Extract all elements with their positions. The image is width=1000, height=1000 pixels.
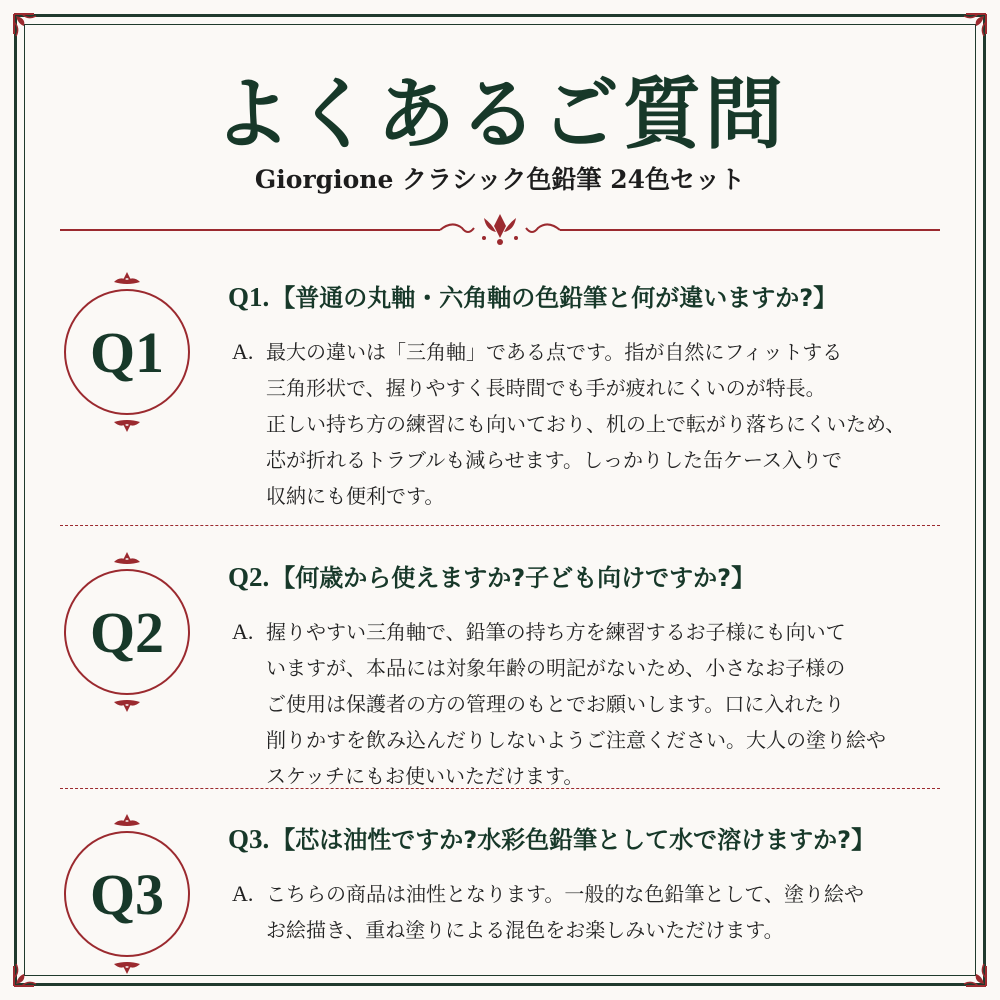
question-label: 【普通の丸軸・六角軸の色鉛筆と何が違いますか?】 [271, 284, 838, 312]
section-divider [60, 525, 940, 526]
answer-line: 芯が折れるトラブルも減らせます。しっかりした缶ケース入りで [266, 448, 842, 472]
answer-line: 正しい持ち方の練習にも向いており、机の上で転がり落ちにくいため、 [266, 412, 906, 436]
page-subtitle: Giorgione クラシック色鉛筆 24色セット [254, 165, 746, 194]
answer-block [232, 876, 864, 948]
question-number: Q3. [228, 824, 270, 854]
corner-ornament-icon [10, 954, 46, 990]
question-badge [62, 548, 192, 718]
section-divider [60, 788, 940, 789]
answer-line: 握りやすい三角軸で、鉛筆の持ち方を練習するお子様にも向いて [266, 620, 846, 644]
corner-ornament-icon [954, 954, 990, 990]
answer-mark: A. [232, 881, 254, 906]
question-text [228, 558, 755, 593]
badge-label: Q2 [89, 599, 165, 665]
corner-ornament-icon [954, 10, 990, 46]
question-number: Q2. [228, 562, 270, 592]
flourish-divider-icon [60, 208, 940, 248]
answer-line: こちらの商品は油性となります。一般的な色鉛筆として、塗り絵や [266, 882, 864, 906]
answer-line: 削りかすを飲み込んだりしないようご注意ください。大人の塗り絵や [266, 728, 886, 752]
question-text [228, 278, 837, 313]
answer-line: スケッチにもお使いいただけます。 [266, 764, 584, 788]
question-text [228, 820, 875, 855]
answer-mark: A. [232, 339, 254, 364]
badge-label: Q3 [89, 861, 165, 927]
answer-line: 収納にも便利です。 [266, 484, 445, 508]
answer-line: ご使用は保護者の方の管理のもとでお願いします。口に入れたり [266, 692, 845, 716]
answer-mark: A. [232, 619, 254, 644]
answer-block [232, 334, 905, 514]
answer-block [232, 614, 886, 794]
answer-line: お絵描き、重ね塗りによる混色をお楽しみいただけます。 [266, 918, 784, 942]
question-badge [62, 268, 192, 438]
question-label: 【何歳から使えますか?子ども向けですか?】 [271, 564, 756, 592]
answer-line: 最大の違いは「三角軸」である点です。指が自然にフィットする [266, 340, 843, 364]
question-number: Q1. [228, 282, 270, 312]
page-title: よくあるご質問 [212, 69, 787, 160]
badge-label: Q1 [89, 319, 165, 385]
question-badge [62, 810, 192, 980]
answer-line: いますが、本品には対象年齢の明記がないため、小さなお子様の [266, 656, 846, 680]
question-label: 【芯は油性ですか?水彩色鉛筆として水で溶けますか?】 [271, 826, 876, 854]
corner-ornament-icon [10, 10, 46, 46]
answer-line: 三角形状で、握りやすく長時間でも手が疲れにくいのが特長。 [266, 376, 826, 400]
